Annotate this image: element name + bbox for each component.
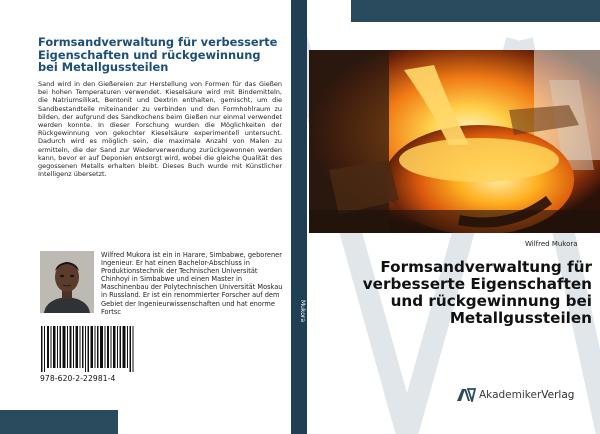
back-cover-title: Formsandverwaltung für verbesserte Eigenschaften und rückgewinnung bei Metallgussteilen bbox=[38, 35, 278, 74]
author-bio: Wilfred Mukora ist ein in Harare, Simbabwe, geborener Ingenieur. Er hat einen Bachelor-Abschluss in Produktionstechnik der Technischen Universität Chinhoyi in Simbabwe und einen Master in Maschinenbau der Polytechnischen Universität Moskau in Russland. Er ist ein renommierter Forscher auf dem Gebiet der Ingenieurwissenschaften und hat enorme Fortsc bbox=[101, 251, 283, 316]
barcode-icon bbox=[39, 326, 135, 372]
author-photo bbox=[40, 251, 94, 313]
publisher-logo bbox=[456, 388, 574, 402]
av-logo-icon bbox=[456, 388, 476, 402]
front-top-bar bbox=[351, 0, 600, 22]
publisher-name-part1: Akademiker bbox=[479, 389, 542, 401]
cover-photo-foundry bbox=[309, 50, 600, 233]
back-bottom-bar bbox=[0, 410, 118, 434]
back-cover-blurb: Sand wird in den Gießereien zur Herstellung von Formen für das Gießen bei hohen Temperaturen verwendet. Kieselsäure wird mit Bindemitteln, die Natriumsilikat, Bentonit und Dextrin enthalten, gemischt, um die Sandbestandteile miteinander zu verbinden und den Formhohlraum zu bilden, der aufgrund des Sandkochens beim Gießen nur einmal verwendet werden konnte. In dieser Forschung wurden die Möglichkeiten der Rückgewinnung von gekochter Kieselsäure experimentell untersucht. Dadurch wird es möglich sein, die maximale Anzahl von Malen zu ermitteln, die der Sand zur Wiederverwendung zurückgewonnen werden kann, bevor er auf Deponien entsorgt wird, wobei die gleiche Qualität des gegossenen Metalls erhalten bleibt. Dieses Buch wurde mit Künstlicher Intelligenz übersetzt. bbox=[38, 80, 282, 179]
front-author-name: Wilfred Mukora bbox=[525, 240, 578, 248]
front-cover-title: Formsandverwaltung für verbesserte Eigenschaften und rückgewinnung bei Metallgussteilen bbox=[362, 258, 592, 327]
spine-author: Mukora bbox=[299, 300, 306, 323]
isbn-number: 978-620-2-22981-4 bbox=[40, 374, 116, 383]
publisher-name-part2: Verlag bbox=[541, 389, 575, 401]
publisher-name bbox=[479, 389, 574, 401]
